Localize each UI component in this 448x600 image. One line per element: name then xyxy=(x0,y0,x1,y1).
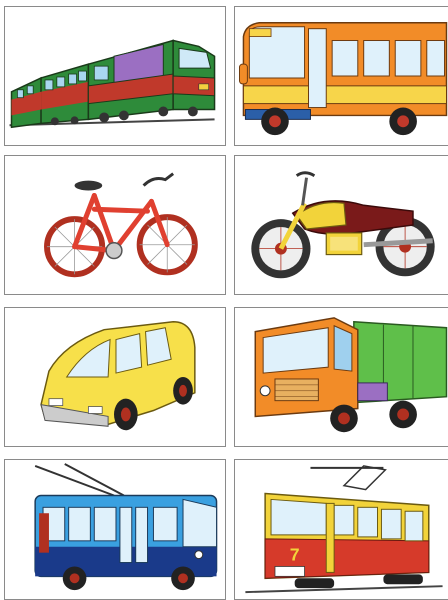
dump-truck-icon xyxy=(235,308,448,446)
motorcycle-icon xyxy=(235,156,448,294)
card-dump-truck xyxy=(234,307,448,447)
card-motorcycle xyxy=(234,155,448,295)
card-trolleybus xyxy=(4,459,226,600)
card-tram xyxy=(234,459,448,600)
trolleybus-icon xyxy=(5,460,225,599)
car-icon xyxy=(5,308,225,446)
card-bicycle xyxy=(4,155,226,295)
tram-route-number: 7 xyxy=(289,544,300,565)
card-bus xyxy=(234,6,448,146)
card-car xyxy=(4,307,226,447)
bicycle-icon xyxy=(5,156,225,294)
train-icon xyxy=(5,7,225,145)
bus-icon xyxy=(235,7,448,145)
tram-icon xyxy=(235,460,448,599)
card-train xyxy=(4,6,226,146)
